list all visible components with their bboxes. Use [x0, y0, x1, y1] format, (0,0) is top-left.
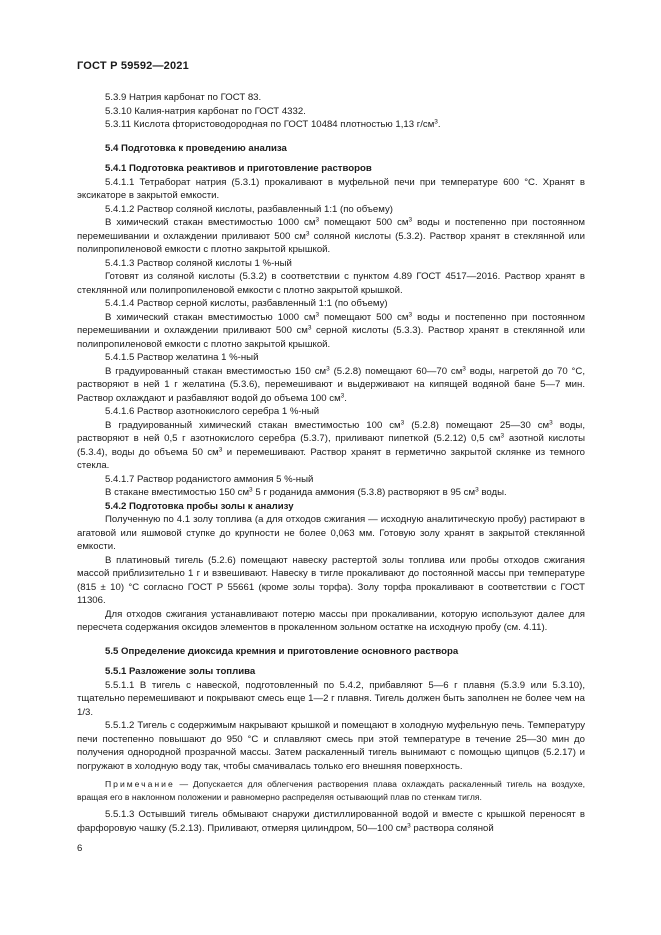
paragraph-5-4-1-4: В химический стакан вместимостью 1000 $см^3$ помещают 500 $см^3$ воды и постепенно при постоянном перемешивании и охлаждении приливают 500 $см^3$ серной кислоты (5.3.3). Раствор хранят в стеклянной или полипропиленовой емкости с плотно закрытой крышкой. — [77, 311, 585, 350]
paragraph-5-4-2-2: В платиновый тигель (5.2.6) помещают навеску растертой золы топлива или пробы отходов сжигания массой приблизительно 1 г и взвешивают. Навеску в тигле прокаливают до постоянной массы при температуре (815 ± 10) °С согласно ГОСТ Р 55661 (кроме золы торфа). Золу торфа прокаливают в соответствии с ГОСТ 11306. — [77, 554, 585, 606]
paragraph-5-5-1-1: 5.5.1.1 В тигель с навеской, подготовленный по 5.4.2, прибавляют 5—6 г плавня (5.3.9 или 5.3.10), тщательно перемешивают и покрывают смесь еще 1—2 г плавня. Тигель должен быть заполнен не более чем на 1/3. — [77, 679, 585, 718]
paragraph-5-5-1-3: 5.5.1.3 Остывший тигель обмывают снаружи дистиллированной водой и вместе с крышкой переносят в фарфоровую чашку (5.2.13). Приливают, отмеряя цилиндром, 50—100 $см^3$ раствора соляной — [77, 809, 585, 834]
clause-title-5-4-1-7: 5.4.1.7 Раствор роданистого аммония 5 %-ный — [105, 473, 314, 485]
subsection-heading-5-4-2: 5.4.2 Подготовка пробы золы к анализу — [105, 500, 294, 512]
subsection-heading-5-4-1: 5.4.1 Подготовка реактивов и приготовление растворов — [105, 163, 372, 174]
paragraph-5-4-2-3: Для отходов сжигания устанавливают потерю массы при прокаливании, которую используют далее для пересчета содержания оксидов элементов в прокаленном зольном остатке на исходную пробу (см. 4.11). — [77, 608, 585, 633]
page-number: 6 — [77, 843, 83, 854]
running-header: ГОСТ Р 59592—2021 — [77, 60, 189, 72]
clause-title-5-4-1-6: 5.4.1.6 Раствор азотнокислого серебра 1 %-ный — [105, 406, 320, 417]
list-item: 5.3.10 Калия-натрия карбонат по ГОСТ 4332. — [105, 105, 306, 117]
paragraph-5-4-1-3: Готовят из соляной кислоты (5.3.2) в соответствии с пунктом 4.89 ГОСТ 4517—2016. Раствор хранят в стеклянной или полипропиленовой емкости с плотно закрытой крышкой. — [77, 271, 585, 296]
subsection-heading-5-5-1: 5.5.1 Разложение золы топлива — [105, 666, 256, 677]
clause-title-5-4-1-4: 5.4.1.4 Раствор серной кислоты, разбавленный 1:1 (по объему) — [105, 298, 388, 309]
list-item: 5.3.9 Натрия карбонат по ГОСТ 83. — [105, 92, 262, 103]
paragraph-5-4-1-2: В химический стакан вместимостью 1000 $см^3$ помещают 500 $см^3$ воды и постепенно при постоянном перемешивании и охлаждении приливают 500 $см^3$ соляной кислоты (5.3.2). Раствор хранят в стеклянной или полипропиленовой емкости с плотно закрытой крышкой. — [77, 216, 585, 255]
note-text: — Допускается для облегчения растворения плава охлаждать раскаленный тигель на воздухе, вращая его в наклонном положении и равномерно распределяя остывающий плав по стенкам тигля. — [77, 779, 585, 802]
note-label: Примечание — [105, 779, 175, 789]
section-heading-5-4: 5.4 Подготовка к проведению анализа — [105, 142, 287, 154]
paragraph-5-4-2-1: Полученную по 4.1 золу топлива (а для отходов сжигания — исходную аналитическую пробу) растирают в агатовой или яшмовой ступке до крупности не более 0,063 мм. Готовую золу хранят в закрытой стеклянной емкости. — [77, 514, 585, 552]
note — [77, 778, 585, 803]
clause-title-5-4-1-3: 5.4.1.3 Раствор соляной кислоты 1 %-ный — [105, 257, 292, 269]
paragraph-5-5-1-2: 5.5.1.2 Тигель с содержимым накрывают крышкой и помещают в холодную муфельную печь. Температуру печи постепенно повышают до 950 °С и сплавляют смесь при этой температуре в течение 25—30 мин до получения однородной прозрачной массы. Затем раскаленный тигель вынимают с помощью щипцов (5.2.17) и погружают в холодную воду так, чтобы смачивалась только его внешняя поверхность. — [77, 720, 585, 772]
paragraph-5-4-1-7: В стакане вместимостью 150 $см^3$ 5 г роданида аммония (5.3.8) растворяют в 95 $см^3$ воды. — [105, 486, 507, 498]
section-heading-5-5: 5.5 Определение диоксида кремния и приготовление основного раствора — [105, 645, 459, 657]
page-body — [77, 91, 585, 835]
paragraph-5-4-1-6: В градуированный химический стакан вместимостью 100 $см^3$ (5.2.8) помещают 25—30 $см^3$ воды, растворяют в ней 0,5 г азотнокислого серебра (5.3.7), приливают пипеткой (5.2.12) 0,5 $см^3$ азотной кислоты (5.3.4), воды до объема 50 $см^3$ и перемешивают. Раствор хранят в герметично закрытой склянке из темного стекла. — [77, 419, 586, 471]
paragraph-5-4-1-5: В градуированный стакан вместимостью 150 $см^3$ (5.2.8) помещают 60—70 $см^3$ воды, нагретой до 70 °С, растворяют в ней 1 г желатина (5.3.6), перемешивают и выдерживают на кипящей водяной бане 5—7 мин. Раствор охлаждают и разбавляют водой до объема 100 $см^3$. — [77, 365, 585, 404]
list-item: 5.3.11 Кислота фтористоводородная по ГОСТ 10484 плотностью 1,13 $г/см^3$. — [105, 118, 441, 130]
clause-title-5-4-1-5: 5.4.1.5 Раствор желатина 1 %-ный — [105, 352, 259, 363]
paragraph-5-4-1-1: 5.4.1.1 Тетраборат натрия (5.3.1) прокаливают в муфельной печи при температуре 600 °С. Хранят в эксикаторе в закрытой емкости. — [77, 176, 585, 201]
clause-title-5-4-1-2: 5.4.1.2 Раствор соляной кислоты, разбавленный 1:1 (по объему) — [105, 203, 393, 215]
